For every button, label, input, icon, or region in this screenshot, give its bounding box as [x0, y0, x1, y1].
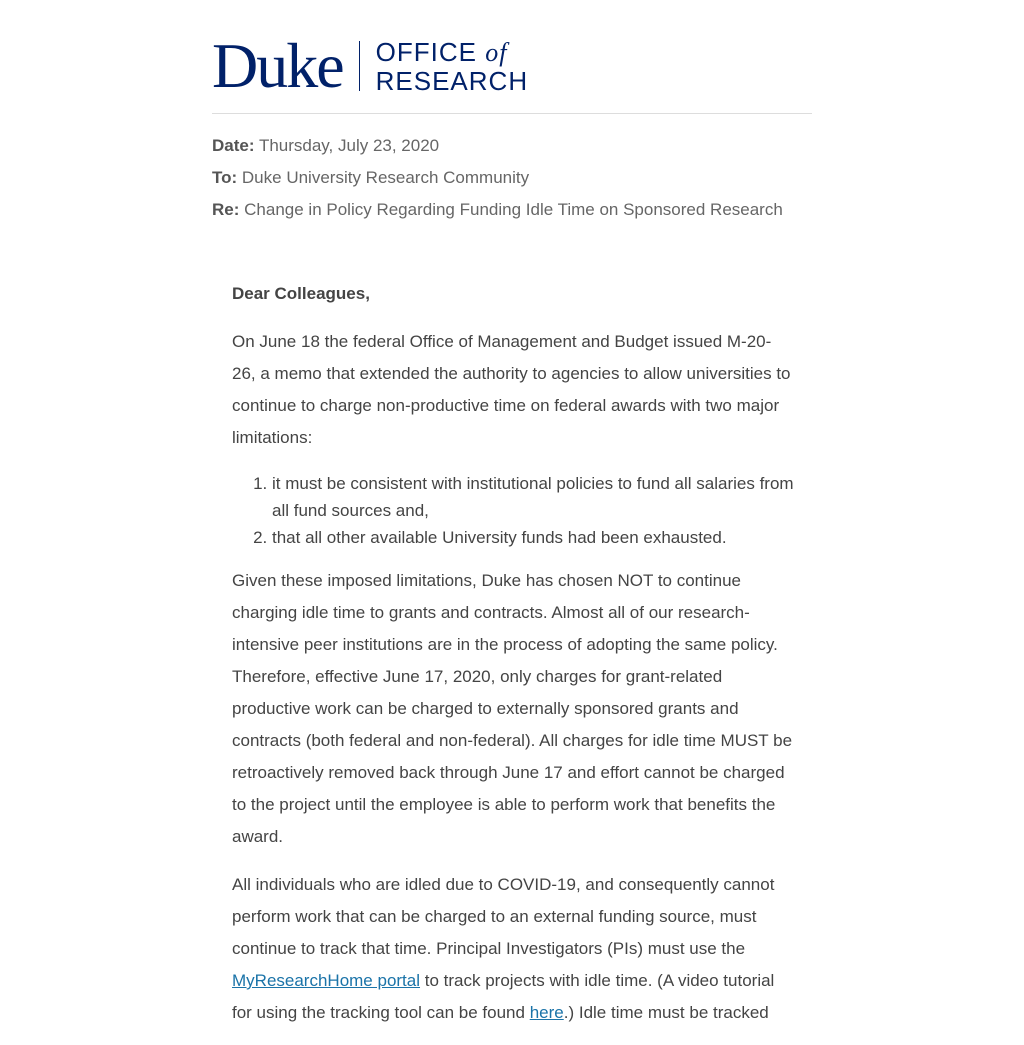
re-value: Change in Policy Regarding Funding Idle Time on Sponsored Research — [244, 200, 783, 219]
logo-divider — [359, 41, 360, 91]
logo-wordmark: Duke — [212, 30, 343, 101]
logo-office: OFFICE — [375, 36, 477, 67]
re-line — [212, 196, 783, 228]
memo-header — [212, 132, 783, 228]
paragraph-3 — [232, 869, 794, 1029]
date-line — [212, 132, 783, 164]
to-line — [212, 164, 783, 196]
to-label: To: — [212, 168, 238, 187]
re-label: Re: — [212, 200, 240, 219]
list-item: 1. it must be consistent with institutional policies to fund all salaries from all fund sources and, — [272, 470, 794, 524]
p3-text-b: to track projects with idle time. (A video tutorial for using the tracking tool can be found — [232, 971, 775, 1022]
logo-of: of — [485, 37, 508, 67]
limitations-list — [232, 470, 794, 551]
duke-office-of-research-logo — [212, 30, 529, 101]
paragraph-1: On June 18 the federal Office of Management and Budget issued M-20-26, a memo that extended the authority to agencies to allow universities to continue to charge non-productive time on federal awards with two major limitations: — [232, 332, 791, 447]
logo-research: RESEARCH — [375, 65, 529, 96]
header-divider — [212, 113, 812, 114]
list-item: 2. that all other available University funds had been exhausted. — [272, 524, 794, 551]
date-value: Thursday, July 23, 2020 — [258, 136, 440, 155]
greeting: Dear Colleagues, — [232, 284, 370, 303]
p3-text-c: .) Idle time must be tracked — [563, 1003, 769, 1022]
logo-office-text — [376, 38, 528, 95]
memo-body — [232, 278, 794, 1045]
p3-text-a: All individuals who are idled due to COVID-19, and consequently cannot perform work that can be charged to an external funding source, must continue to track that time. Principal Investigators (PIs) must use the — [232, 875, 775, 958]
video-tutorial-link[interactable]: here — [529, 1003, 564, 1022]
to-value: Duke University Research Community — [241, 168, 530, 187]
date-label: Date: — [212, 136, 255, 155]
myresearchhome-portal-link[interactable]: MyResearchHome portal — [232, 971, 421, 990]
paragraph-2: Given these imposed limitations, Duke has chosen NOT to continue charging idle time to grants and contracts. Almost all of our research-intensive peer institutions are in the process of adopting the same policy. Therefore, effective June 17, 2020, only charges for grant-related productive work can be charged to externally sponsored grants and contracts (both federal and non-federal). All charges for idle time MUST be retroactively removed back through June 17 and effort cannot be charged to the project until the employee is able to perform work that benefits the award. — [232, 571, 793, 846]
